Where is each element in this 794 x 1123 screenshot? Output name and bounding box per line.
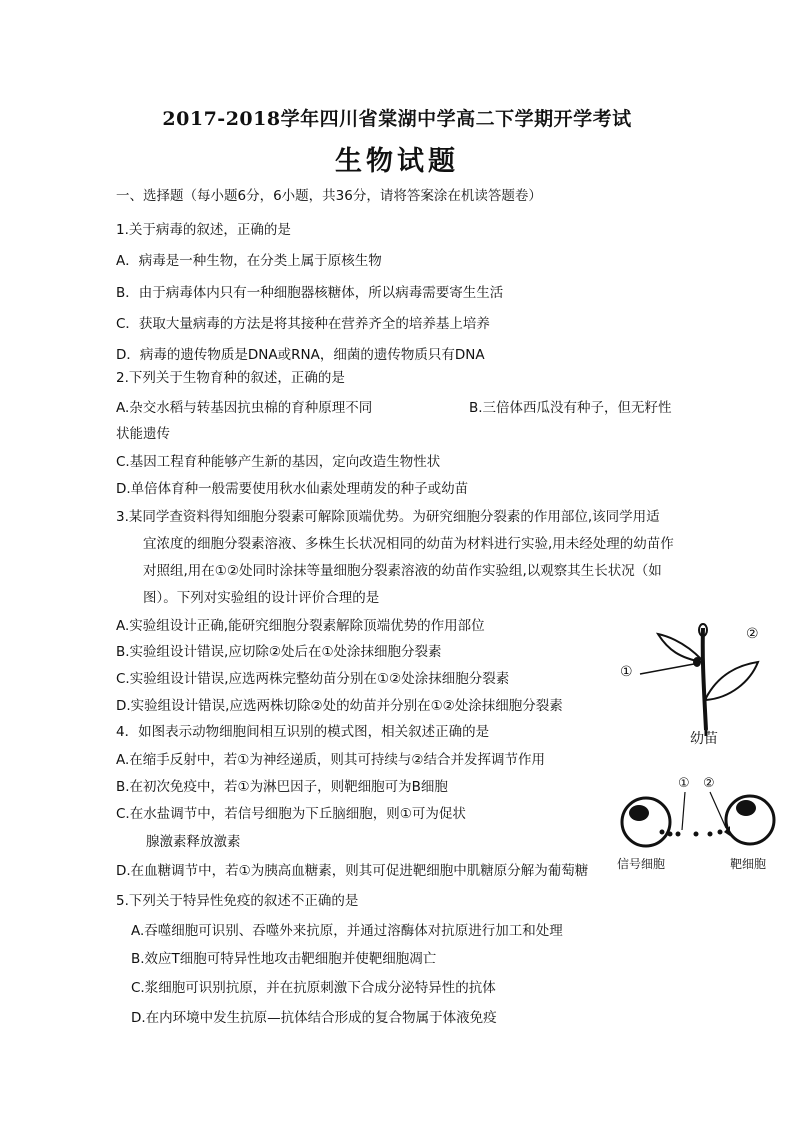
q5-option-d: D.在内环境中发生抗原—抗体结合形成的复合物属于体液免疫 (131, 1010, 497, 1026)
q2-stem: 2.下列关于生物育种的叙述，正确的是 (116, 370, 345, 386)
q2-option-c: C.基因工程育种能够产生新的基因，定向改造生物性状 (116, 454, 441, 470)
q1-option-d: D．病毒的遗传物质是DNA或RNA，细菌的遗传物质只有DNA (116, 347, 485, 363)
q2-option-b: B.三倍体西瓜没有种子，但无籽性 (469, 400, 672, 416)
q1-option-c: C．获取大量病毒的方法是将其接种在营养齐全的培养基上培养 (116, 316, 490, 332)
q5-option-c: C.浆细胞可识别抗原，并在抗原刺激下合成分泌特异性的抗体 (131, 980, 496, 996)
q3-stem-4: 图）。下列对实验组的设计评价合理的是 (143, 590, 380, 606)
q3-stem-1: 3.某同学查资料得知细胞分裂素可解除顶端优势。为研究细胞分裂素的作用部位,该同学用适 (116, 509, 660, 525)
cell-figure-label-2: ② (703, 776, 715, 791)
q1-option-a: A．病毒是一种生物，在分类上属于原核生物 (116, 253, 382, 269)
exam-subtitle: 生物试题 (335, 146, 459, 177)
target-cell-nucleus (736, 800, 756, 816)
signal-cell (622, 798, 670, 846)
signal-cell-caption: 信号细胞 (617, 857, 666, 871)
seedling-label-1: ① (620, 664, 633, 680)
q2-option-b-cont: 状能遗传 (116, 426, 170, 442)
label1-pointer (640, 664, 694, 674)
q5-option-b: B.效应T细胞可特异性地攻击靶细胞并使靶细胞凋亡 (131, 951, 437, 967)
q4-option-c: C.在水盐调节中，若信号细胞为下丘脑细胞，则①可为促状 (116, 806, 466, 822)
lateral-bud (693, 657, 701, 667)
q4-stem: 4．如图表示动物细胞间相互识别的模式图，相关叙述正确的是 (116, 724, 490, 740)
seedling-label-2: ② (746, 626, 759, 642)
q1-stem: 1.关于病毒的叙述，正确的是 (116, 222, 291, 238)
cell-recognition-figure (612, 770, 782, 855)
q1-option-b: B．由于病毒体内只有一种细胞器核糖体，所以病毒需要寄生生活 (116, 285, 504, 301)
q5-stem: 5.下列关于特异性免疫的叙述不正确的是 (116, 893, 359, 909)
q4-option-d: D.在血糖调节中，若①为胰高血糖素，则其可促进靶细胞中肌糖原分解为葡萄糖 (116, 863, 589, 879)
right-leaf (706, 662, 758, 700)
q3-stem-2: 宜浓度的细胞分裂素溶液、多株生长状况相同的幼苗为材料进行实验,用未经处理的幼苗作 (143, 536, 674, 552)
q4-option-c-cont: 腺激素释放激素 (146, 834, 241, 850)
q3-option-c: C.实验组设计错误,应选两株完整幼苗分别在①②处涂抹细胞分裂素 (116, 671, 510, 687)
q3-option-d: D.实验组设计错误,应选两株切除②处的幼苗并分别在①②处涂抹细胞分裂素 (116, 698, 563, 714)
exam-title: 2017-2018学年四川省棠湖中学高二下学期开学考试 (162, 108, 632, 130)
q5-option-a: A.吞噬细胞可识别、吞噬外来抗原，并通过溶酶体对抗原进行加工和处理 (131, 923, 563, 939)
target-cell-caption: 靶细胞 (730, 857, 767, 871)
q2-option-d: D.单倍体育种一般需要使用秋水仙素处理萌发的种子或幼苗 (116, 481, 469, 497)
q3-stem-3: 对照组,用在①②处同时涂抹等量细胞分裂素溶液的幼苗作实验组,以观察其生长状况（如 (143, 563, 662, 579)
section-heading: 一、选择题（每小题6分，6小题，共36分，请将答案涂在机读答题卷） (116, 188, 542, 204)
q2-option-a: A.杂交水稻与转基因抗虫棉的育种原理不同 (116, 400, 373, 416)
q3-option-a: A.实验组设计正确,能研究细胞分裂素解除顶端优势的作用部位 (116, 618, 485, 634)
seedling-stem (703, 628, 706, 730)
q4-option-b: B.在初次免疫中，若①为淋巴因子，则靶细胞可为B细胞 (116, 779, 448, 795)
seedling-caption: 幼苗 (690, 731, 718, 747)
q3-option-b: B.实验组设计错误,应切除②处后在①处涂抹细胞分裂素 (116, 644, 442, 660)
signal-cell-nucleus (629, 805, 649, 821)
cell-figure-label-1: ① (678, 776, 690, 791)
q4-option-a: A.在缩手反射中，若①为神经递质，则其可持续与②结合并发挥调节作用 (116, 752, 545, 768)
